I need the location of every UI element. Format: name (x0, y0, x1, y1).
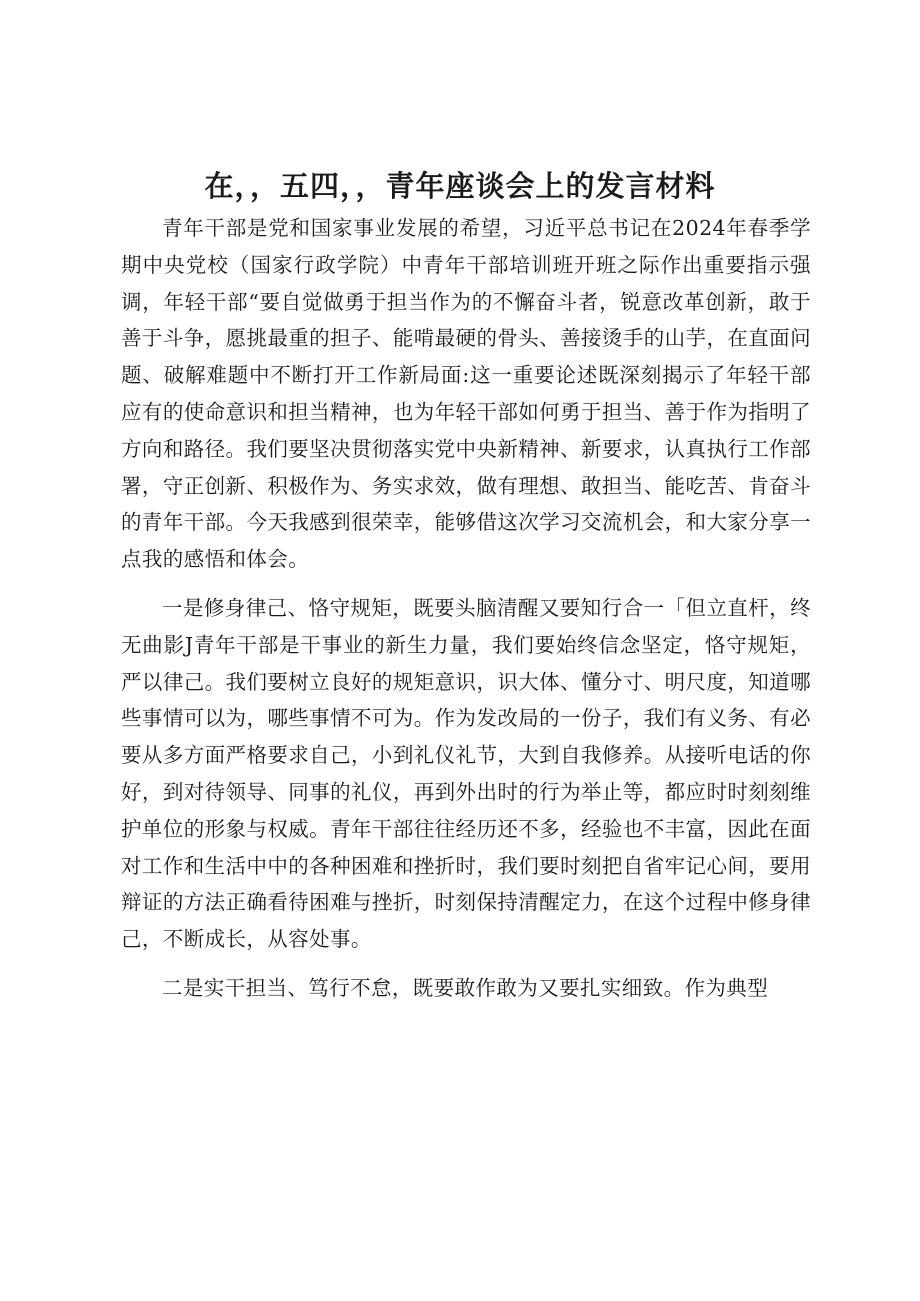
document-body (121, 210, 811, 1007)
document-title: 在，，五四，，青年座谈会上的发言材料 (204, 169, 716, 203)
paragraph-point-two: 二是实干担当、笃行不怠，既要敢作敢为又要扎实细致。作为典型 (162, 975, 769, 1000)
paragraph-point-one: 一是修身律己、恪守规矩，既要头脑清醒又要知行合一「但立直杆，终无曲影J青年干部是干事业的新生力量，我们要始终信念坚定，恪守规矩，严以律己。我们要树立良好的规矩意识，识大体、懂分寸、明尺度，知道哪些事情可以为，哪些事情不可为。作为发改局的一份子，我们有义务、有必要从多方面严格要求自己，小到礼仪礼节，大到自我修养。从接听电话的你好，到对待领导、同事的礼仪，再到外出时的行为举止等，都应时时刻刻维护单位的形象与权威。青年干部往往经历还不多，经验也不丰富，因此在面对工作和生活中中的各种困难和挫折时，我们要时刻把自省牢记心间，要用辩证的方法正确看待困难与挫折，时刻保持清醒定力，在这个过程中修身律己，不断成长，从容处事。 (121, 595, 811, 952)
paragraph-intro: 青年干部是党和国家事业发展的希望，习近平总书记在2024年春季学期中央党校（国家行政学院）中青年干部培训班开班之际作出重要指示强调，年轻干部“要自觉做勇于担当作为的不懈奋斗者，锐意改革创新，敢于善于斗争，愿挑最重的担子、能啃最硬的骨头、善接烫手的山芋，在直面问题、破解难题中不断打开工作新局面:这一重要论述既深刻揭示了年轻干部应有的使命意识和担当精神，也为年轻干部如何勇于担当、善于作为指明了方向和路径。我们要坚决贯彻落实党中央新精神、新要求，认真执行工作部署，守正创新、积极作为、务实求效，做有理想、敢担当、能吃苦、肯奋斗的青年干部。今天我感到很荣幸，能够借这次学习交流机会，和大家分享一点我的感悟和体会。 (121, 216, 811, 572)
